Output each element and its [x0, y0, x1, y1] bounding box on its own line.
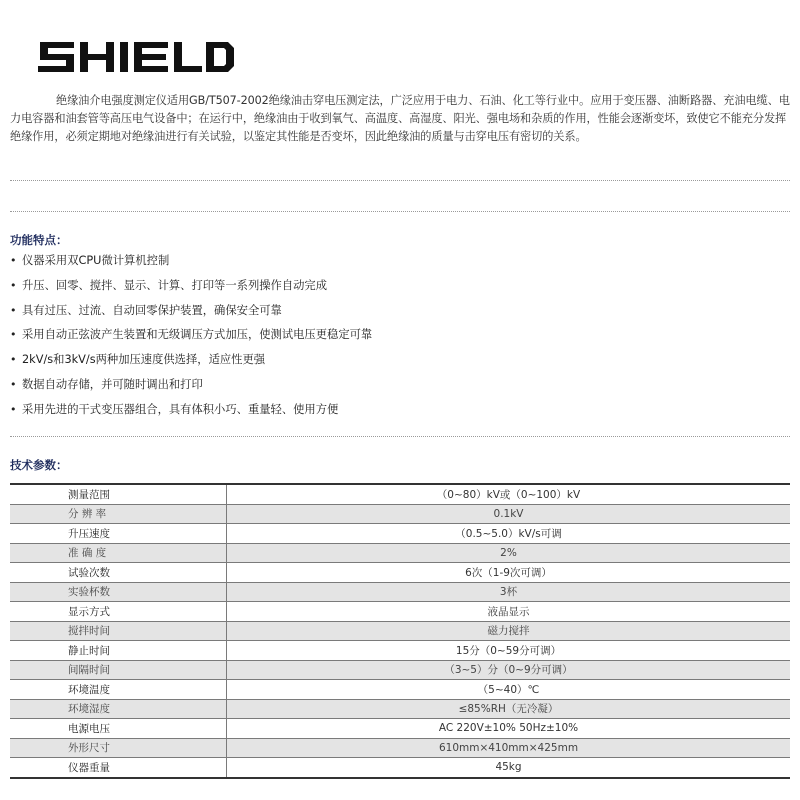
spec-label: 准 确 度 [10, 543, 227, 563]
table-row [10, 621, 790, 641]
dotted-divider [10, 436, 790, 437]
feature-text: 具有过压、过流、自动回零保护装置，确保安全可靠 [22, 303, 282, 317]
spec-value: （0.5~5.0）kV/s可调 [227, 524, 791, 544]
intro-paragraph [10, 92, 790, 146]
spec-value: （0~80）kV或（0~100）kV [227, 484, 791, 504]
list-item [10, 328, 372, 353]
spec-value: 6次（1-9次可调） [227, 563, 791, 583]
spec-value: 液晶显示 [227, 602, 791, 622]
spec-label: 分 辨 率 [10, 504, 227, 524]
table-row [10, 680, 790, 700]
spec-label: 搅拌时间 [10, 621, 227, 641]
spec-label: 仪器重量 [10, 758, 227, 778]
table-row [10, 524, 790, 544]
table-row [10, 484, 790, 504]
feature-text: 2kV/s和3kV/s两种加压速度供选择，适应性更强 [22, 353, 266, 367]
spec-label: 试验次数 [10, 563, 227, 583]
intro-text: 绝缘油介电强度测定仪适用GB/T507-2002绝缘油击穿电压测定法，广泛应用于电力、石油、化工等行业中。应用于变压器、油断路器、充油电缆、电力电容器和油套管等高压电气设备中；在运行中，绝缘油由于收到氧气、高温度、高湿度、阳光、强电场和杂质的作用，性能会逐渐变坏，致使它不能充分发挥绝缘作用，必须定期地对绝缘油进行有关试验，以鉴定其性能是否变坏，因此绝缘油的质量与击穿电压有密切的关系。 [10, 94, 790, 143]
list-item [10, 378, 372, 403]
table-row [10, 699, 790, 719]
spec-value: 3杯 [227, 582, 791, 602]
bullet-icon: • [10, 254, 17, 267]
features-title: 功能特点： [10, 233, 68, 247]
specs-table [10, 483, 790, 779]
table-row [10, 563, 790, 583]
spec-label: 测量范围 [10, 484, 227, 504]
spec-value: 15分（0~59分可调） [227, 641, 791, 661]
bullet-icon: • [10, 402, 17, 416]
specs-title: 技术参数： [10, 458, 68, 472]
spec-label: 电源电压 [10, 719, 227, 739]
spec-value: 2% [227, 543, 791, 563]
spec-label: 实验杯数 [10, 582, 227, 602]
dotted-divider [10, 180, 790, 181]
spec-label: 外形尺寸 [10, 738, 227, 758]
bullet-icon: • [10, 303, 17, 317]
feature-text: 采用自动正弦波产生装置和无级调压方式加压，使测试电压更稳定可靠 [22, 328, 373, 342]
spec-label: 环境温度 [10, 680, 227, 700]
table-row [10, 504, 790, 524]
spec-value: 45kg [227, 758, 791, 778]
table-row [10, 641, 790, 661]
feature-text: 数据自动存储，并可随时调出和打印 [22, 377, 203, 391]
list-item [10, 353, 372, 378]
list-item [10, 279, 372, 304]
table-row [10, 758, 790, 778]
bullet-icon: • [10, 278, 17, 292]
table-row [10, 660, 790, 680]
spec-value: （3~5）分（0~9分可调） [227, 660, 791, 680]
feature-text: 采用先进的干式变压器组合，具有体积小巧、重量轻、使用方便 [22, 402, 339, 416]
spec-value: AC 220V±10% 50Hz±10% [227, 719, 791, 739]
shield-logo [36, 40, 236, 74]
spec-label: 静止时间 [10, 641, 227, 661]
table-row [10, 602, 790, 622]
list-item [10, 304, 372, 329]
feature-text: 仪器采用双CPU微计算机控制 [22, 254, 170, 267]
dotted-divider [10, 211, 790, 212]
table-row [10, 543, 790, 563]
feature-text: 升压、回零、搅拌、显示、计算、打印等一系列操作自动完成 [22, 278, 328, 292]
spec-label: 升压速度 [10, 524, 227, 544]
bullet-icon: • [10, 353, 17, 367]
spec-label: 显示方式 [10, 602, 227, 622]
spec-value: 610mm×410mm×425mm [227, 738, 791, 758]
spec-value: ≤85%RH（无冷凝） [227, 699, 791, 719]
spec-value: （5~40）℃ [227, 680, 791, 700]
features-list [10, 254, 372, 428]
spec-value: 磁力搅拌 [227, 621, 791, 641]
spec-label: 环境湿度 [10, 699, 227, 719]
list-item [10, 403, 372, 428]
bullet-icon: • [10, 328, 17, 342]
table-row [10, 719, 790, 739]
table-row [10, 582, 790, 602]
spec-value: 0.1kV [227, 504, 791, 524]
table-row [10, 738, 790, 758]
list-item [10, 254, 372, 279]
bullet-icon: • [10, 377, 17, 391]
spec-label: 间隔时间 [10, 660, 227, 680]
